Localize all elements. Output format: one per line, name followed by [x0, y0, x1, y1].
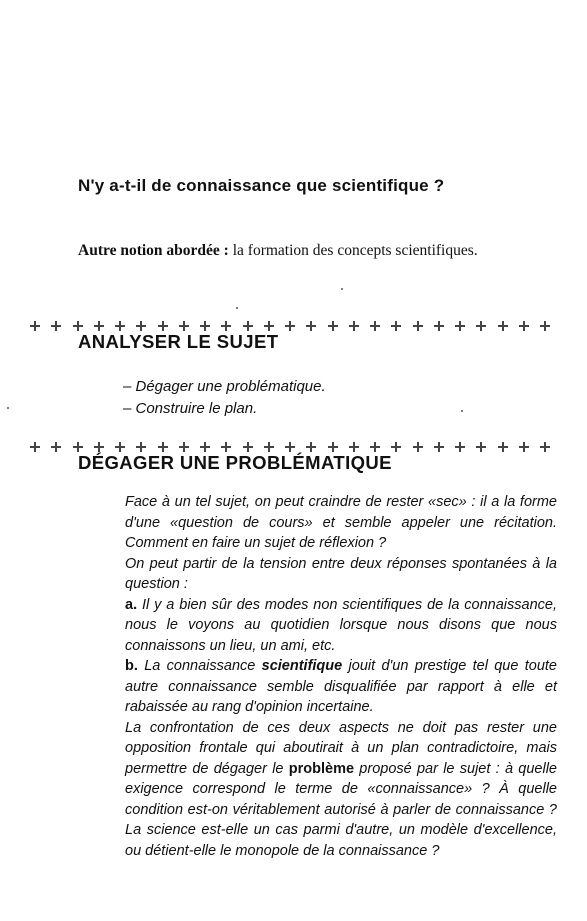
- ornament-icon: [540, 321, 550, 331]
- section-heading-analyse: ANALYSER LE SUJET: [78, 331, 279, 352]
- ornament-icon: [30, 442, 40, 452]
- list-item: – Dégager une problématique.: [123, 378, 326, 395]
- scan-speck: [461, 410, 463, 412]
- ornament-icon: [540, 442, 550, 452]
- ornament-icon: [179, 321, 189, 331]
- analysis-step-list: [123, 376, 326, 420]
- ornament-icon: [30, 321, 40, 331]
- ornament-icon: [264, 321, 274, 331]
- paragraph: [125, 595, 557, 657]
- emphasis-text: problème: [288, 760, 355, 777]
- ornament-icon: [498, 321, 508, 331]
- paragraph-text: La connaissance: [137, 658, 262, 674]
- item-label: b.: [125, 658, 138, 674]
- ornament-icon: [115, 321, 125, 331]
- ornament-icon: [328, 321, 338, 331]
- paragraph-text: proposé par le sujet : à quelle exigence correspond le terme de «connaissance» ? À quelle condition est-on véritablement autorisé à parler de connaissance ? La science est-elle un cas parmi d'autre, un modèle d'excellence, ou détient-elle le monopole de la connaissance ?: [125, 760, 557, 859]
- ornament-icon: [221, 321, 231, 331]
- paragraph: On peut partir de la tension entre deux réponses spontanées à la question :: [125, 555, 557, 592]
- ornament-icon: [200, 321, 210, 331]
- ornament-icon: [370, 321, 380, 331]
- ornament-icon: [51, 442, 61, 452]
- scan-speck: [7, 407, 9, 409]
- list-item: – Construire le plan.: [123, 400, 258, 417]
- ornament-icon: [179, 442, 189, 452]
- ornament-icon: [136, 442, 146, 452]
- ornament-icon: [73, 321, 83, 331]
- ornament-icon: [413, 321, 423, 331]
- ornament-icon: [158, 321, 168, 331]
- scan-speck: [341, 288, 343, 290]
- ornament-icon: [285, 442, 295, 452]
- ornament-icon: [498, 442, 508, 452]
- ornament-icon: [476, 321, 486, 331]
- paragraph-text: jouit d'un prestige tel que toute autre connaissance semble disqualifiée par rapport à elle et rabaissée au rang d'opinion incertaine.: [125, 658, 558, 715]
- ornament-icon: [455, 321, 465, 331]
- paragraph: Face à un tel sujet, on peut craindre de rester «sec» : il a la forme d'une «question de cours» et semble appeler une récitation. Comment en faire un sujet de réflexion ?: [125, 494, 557, 551]
- ornament-icon: [391, 321, 401, 331]
- ornament-icon: [306, 321, 316, 331]
- ornament-icon: [455, 442, 465, 452]
- ornament-icon: [243, 321, 253, 331]
- ornament-icon: [200, 442, 210, 452]
- ornament-icon: [519, 321, 529, 331]
- ornament-icon: [94, 442, 104, 452]
- scan-speck: [236, 307, 238, 309]
- ornament-icon: [94, 321, 104, 331]
- paragraph: [125, 718, 557, 862]
- ornament-icon: [264, 442, 274, 452]
- paragraph-text: La confrontation de ces deux aspects ne doit pas rester une opposition frontale qui aboutirait à un plan contradictoire, mais permettre de dégager le: [125, 719, 557, 777]
- ornament-icon: [115, 442, 125, 452]
- paragraph: [125, 656, 557, 718]
- problematic-text: [125, 492, 557, 861]
- ornament-icon: [306, 442, 316, 452]
- ornament-icon: [476, 442, 486, 452]
- ornament-icon: [285, 321, 295, 331]
- ornament-icon: [413, 442, 423, 452]
- item-label: a.: [125, 596, 138, 613]
- ornament-icon: [221, 442, 231, 452]
- ornament-icon: [434, 442, 444, 452]
- other-notion-line: [78, 242, 478, 260]
- section-heading-problematique: DÉGAGER UNE PROBLÉMATIQUE: [78, 452, 392, 473]
- ornament-icon: [136, 321, 146, 331]
- page-title: N'y a-t-il de connaissance que scientifique ?: [78, 176, 445, 195]
- paragraph-text: Il y a bien sûr des modes non scientifiques de la connaissance, nous le voyons au quotidien lorsque nous disons que nous connaissons un lieu, un ami, etc.: [125, 596, 557, 654]
- ornament-icon: [51, 321, 61, 331]
- other-notion-text: la formation des concepts scientifiques.: [228, 242, 478, 259]
- ornament-icon: [370, 442, 380, 452]
- ornament-icon: [349, 321, 359, 331]
- ornament-icon: [391, 442, 401, 452]
- ornament-icon: [73, 442, 83, 452]
- other-notion-label: Autre notion abordée :: [78, 242, 229, 259]
- ornament-icon: [328, 442, 338, 452]
- ornament-icon: [243, 442, 253, 452]
- ornament-icon: [349, 442, 359, 452]
- ornament-icon: [519, 442, 529, 452]
- emphasis-text: scientifique: [261, 658, 343, 674]
- ornament-icon: [434, 321, 444, 331]
- ornament-icon: [158, 442, 168, 452]
